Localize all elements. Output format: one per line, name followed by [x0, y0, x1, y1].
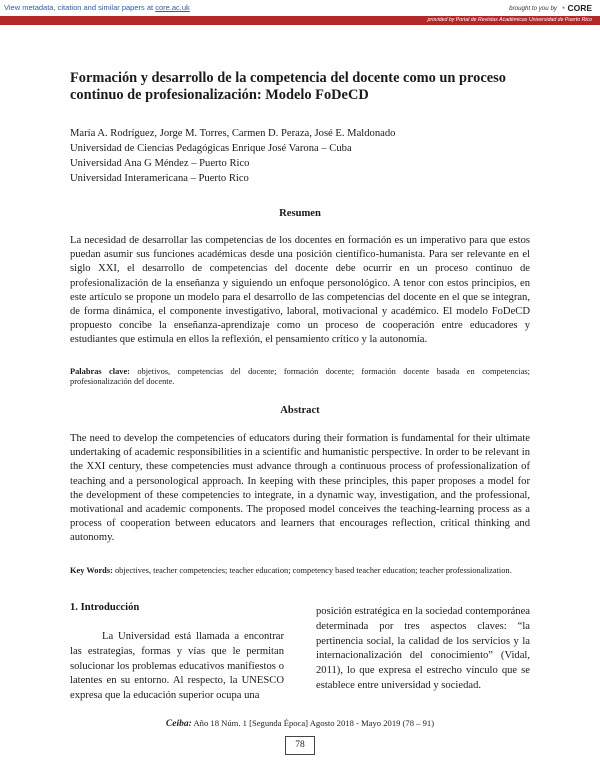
key-words — [70, 566, 530, 576]
core-banner — [0, 0, 600, 28]
core-link-prefix[interactable]: View metadata, citation and similar papers at — [4, 3, 156, 12]
core-brought-text: brought to you by — [509, 4, 557, 12]
resumen-heading: Resumen — [279, 208, 321, 219]
resumen-text: La necesidad de desarrollar las competencias de los docentes en formación es un imperativo para que estos puedan asumir sus funciones académicas desde una posición científico-humanista. Para ser relevante en el siglo XXI, el desarrollo de competencias del docente debe ocurrir en un proceso continuo de profesionalización de la enseñanza y siguiendo un enfoque personológico. A tenor con estos principios, en este artículo se propone un modelo para el desarrollo de las competencias del docente en el que se integran, de forma dinámica, el componente investigativo, laboral, motivacional y académico. El modelo FoDeCD propuesto concibe la enseñanza-aprendizaje como un proceso de cooperación entre educadores y estudiantes que estimula en ellos la reflexión, el pensamiento crítico y la autonomía. — [70, 235, 530, 346]
intro-right-column: posición estratégica en la sociedad contemporánea determinada por tres aspectos claves: “la pertinencia social, la calidad de los servicios y la internacionalización del conocimiento” (Vidal, 2011), lo que expresa el estrecho vínculo que se establece entre universidad y sociedad. — [316, 606, 530, 691]
journal-footer — [0, 718, 600, 729]
affiliation-3: Universidad Interamericana – Puerto Rico — [70, 173, 249, 184]
section-title: 1. Introducción — [70, 602, 140, 613]
core-link-url[interactable]: core.ac.uk — [155, 3, 190, 12]
abstract-text: The need to develop the competencies of educators during their formation is fundamental for their ultimate undertaking of academic responsibilities in a scientific and humanistic perspective. In order to be relevant in the XXI century, these competencies must advance through a continuous process of professionalization of teaching and a personological approach. In keeping with these principles, this paper proposes a model for the development of these competencies to integrate, in a dynamic way, investigation, and the professional, motivational and academic components. The proposed model conceives the teaching-learning process as a process of cooperation between educators and learners that encourages reflection, critical thinking and autonomy. — [70, 433, 530, 544]
affiliation-2: Universidad Ana G Méndez – Puerto Rico — [70, 158, 250, 169]
palabras-clave-text: objetivos, competencias del docente; formación docente; formación docente basada en competencias; profesionalización del docente. — [70, 367, 530, 387]
palabras-clave — [70, 367, 530, 388]
palabras-clave-label: Palabras clave: — [70, 367, 130, 376]
affiliation-1: Universidad de Ciencias Pedagógicas Enrique José Varona – Cuba — [70, 143, 352, 154]
journal-brand: Ceiba: — [165, 719, 192, 729]
intro-left-column: La Universidad está llamada a encontrar las estrategias, formas y vías que le permitan solucionar los problemas educativos manifiestos o latentes en su entorno. Al respecto, la UNESCO expresa que la educación superior ocupa una — [70, 631, 284, 702]
author-names: María A. Rodríguez, Jorge M. Torres, Carmen D. Peraza, José E. Maldonado — [70, 128, 396, 139]
core-brought-by[interactable] — [509, 3, 592, 13]
core-logo-text: CORE — [567, 3, 592, 13]
key-words-label: Key Words: — [70, 566, 113, 575]
key-words-text: objectives, teacher competencies; teacher education; competency based teacher education; teacher professionalization. — [114, 566, 512, 575]
core-metadata-link[interactable] — [4, 3, 190, 12]
core-logo[interactable] — [560, 3, 592, 13]
journal-issue: Año 18 Núm. 1 [Segunda Época] Agosto 2018 - Mayo 2019 (78 – 91) — [193, 718, 435, 728]
author-block — [70, 126, 530, 186]
paper-title: Formación y desarrollo de la competencia del docente como un proceso continuo de profesionalización: Modelo FoDeCD — [70, 70, 506, 103]
core-logo-icon: ◔ — [560, 3, 566, 13]
core-provided-text[interactable]: provided by Portal de Revistas Académicas Universidad de Puerto Rico — [427, 17, 592, 23]
page-number: 78 — [285, 736, 315, 755]
abstract-heading: Abstract — [280, 405, 320, 416]
